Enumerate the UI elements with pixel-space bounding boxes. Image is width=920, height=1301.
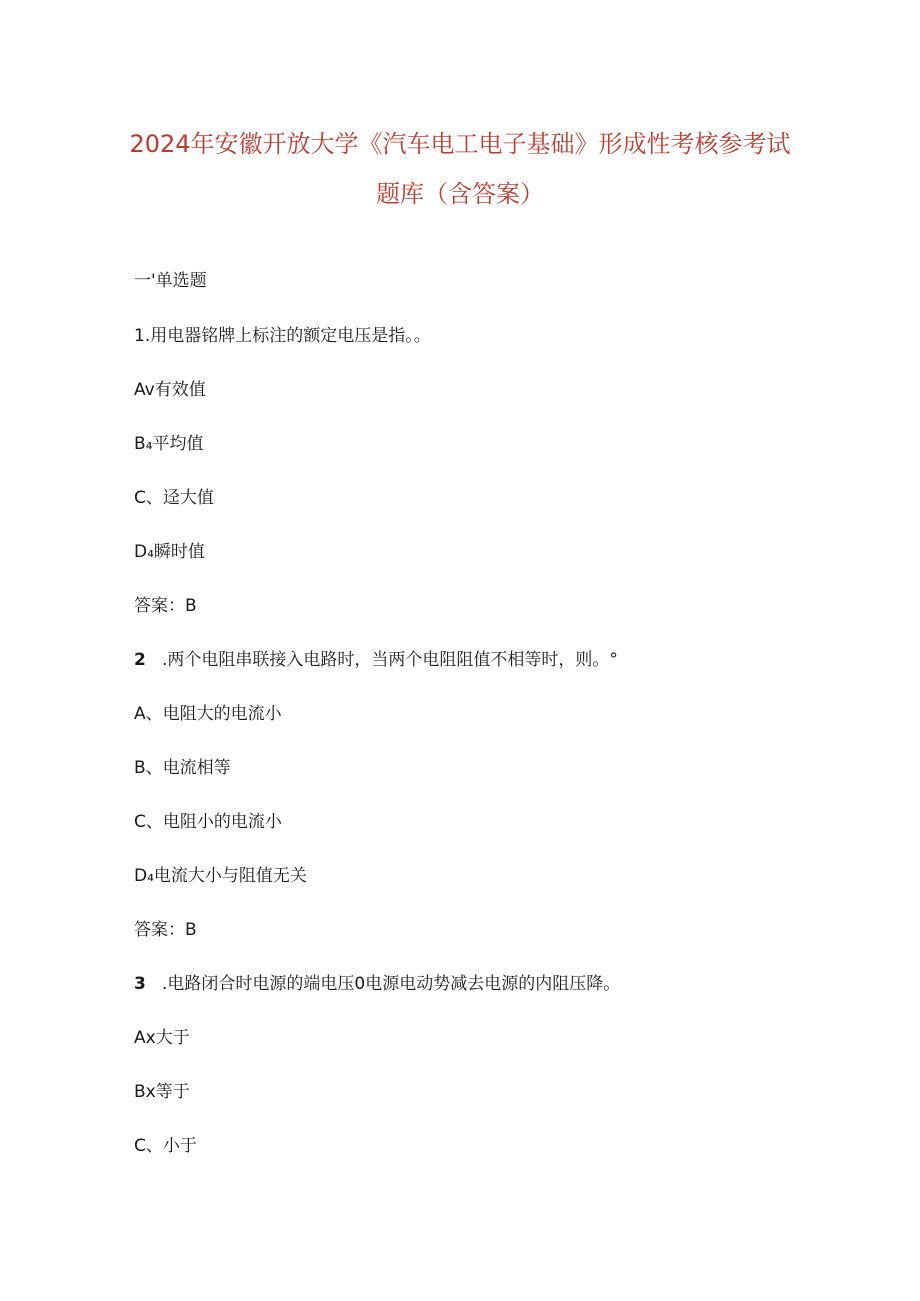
question-2-option-a: A、电阻大的电流小 [134, 704, 282, 724]
question-3-number: 3 [134, 974, 146, 994]
question-3-option-a: Ax大于 [134, 1028, 190, 1048]
question-2-option-d: D₄电流大小与阻值无关 [134, 866, 307, 886]
question-1-option-c: C、迳大值 [134, 488, 214, 508]
question-3-stem [134, 974, 620, 994]
question-1-option-a: Av有效值 [134, 380, 206, 400]
question-3-option-c: C、小于 [134, 1136, 197, 1156]
question-1-option-b: B₄平均值 [134, 434, 204, 454]
question-1-stem: 1.用电器铭牌上标注的额定电压是指。。 [134, 326, 431, 346]
question-1-answer: 答案：B [134, 596, 197, 616]
question-2-option-c: C、电阻小的电流小 [134, 812, 282, 832]
section-heading: 一'单选题 [134, 271, 207, 291]
question-1-option-d: D₄瞬时值 [134, 542, 205, 562]
question-2-option-b: B、电流相等 [134, 758, 231, 778]
document-title-line-2: 题库（含答案） [376, 180, 544, 208]
question-2-text: .两个电阻串联接入电路时，当两个电阻阻值不相等时，则。° [162, 650, 618, 670]
question-3-option-b: Bx等于 [134, 1082, 190, 1102]
document-title-line-1: 2024年安徽开放大学《汽车电工电子基础》形成性考核参考试 [129, 130, 791, 158]
question-2-stem [134, 650, 618, 670]
question-2-number: 2 [134, 650, 146, 670]
question-2-answer: 答案：B [134, 920, 197, 940]
question-3-text: .电路闭合时电源的端电压0电源电动势减去电源的内阻压降。 [162, 974, 621, 994]
